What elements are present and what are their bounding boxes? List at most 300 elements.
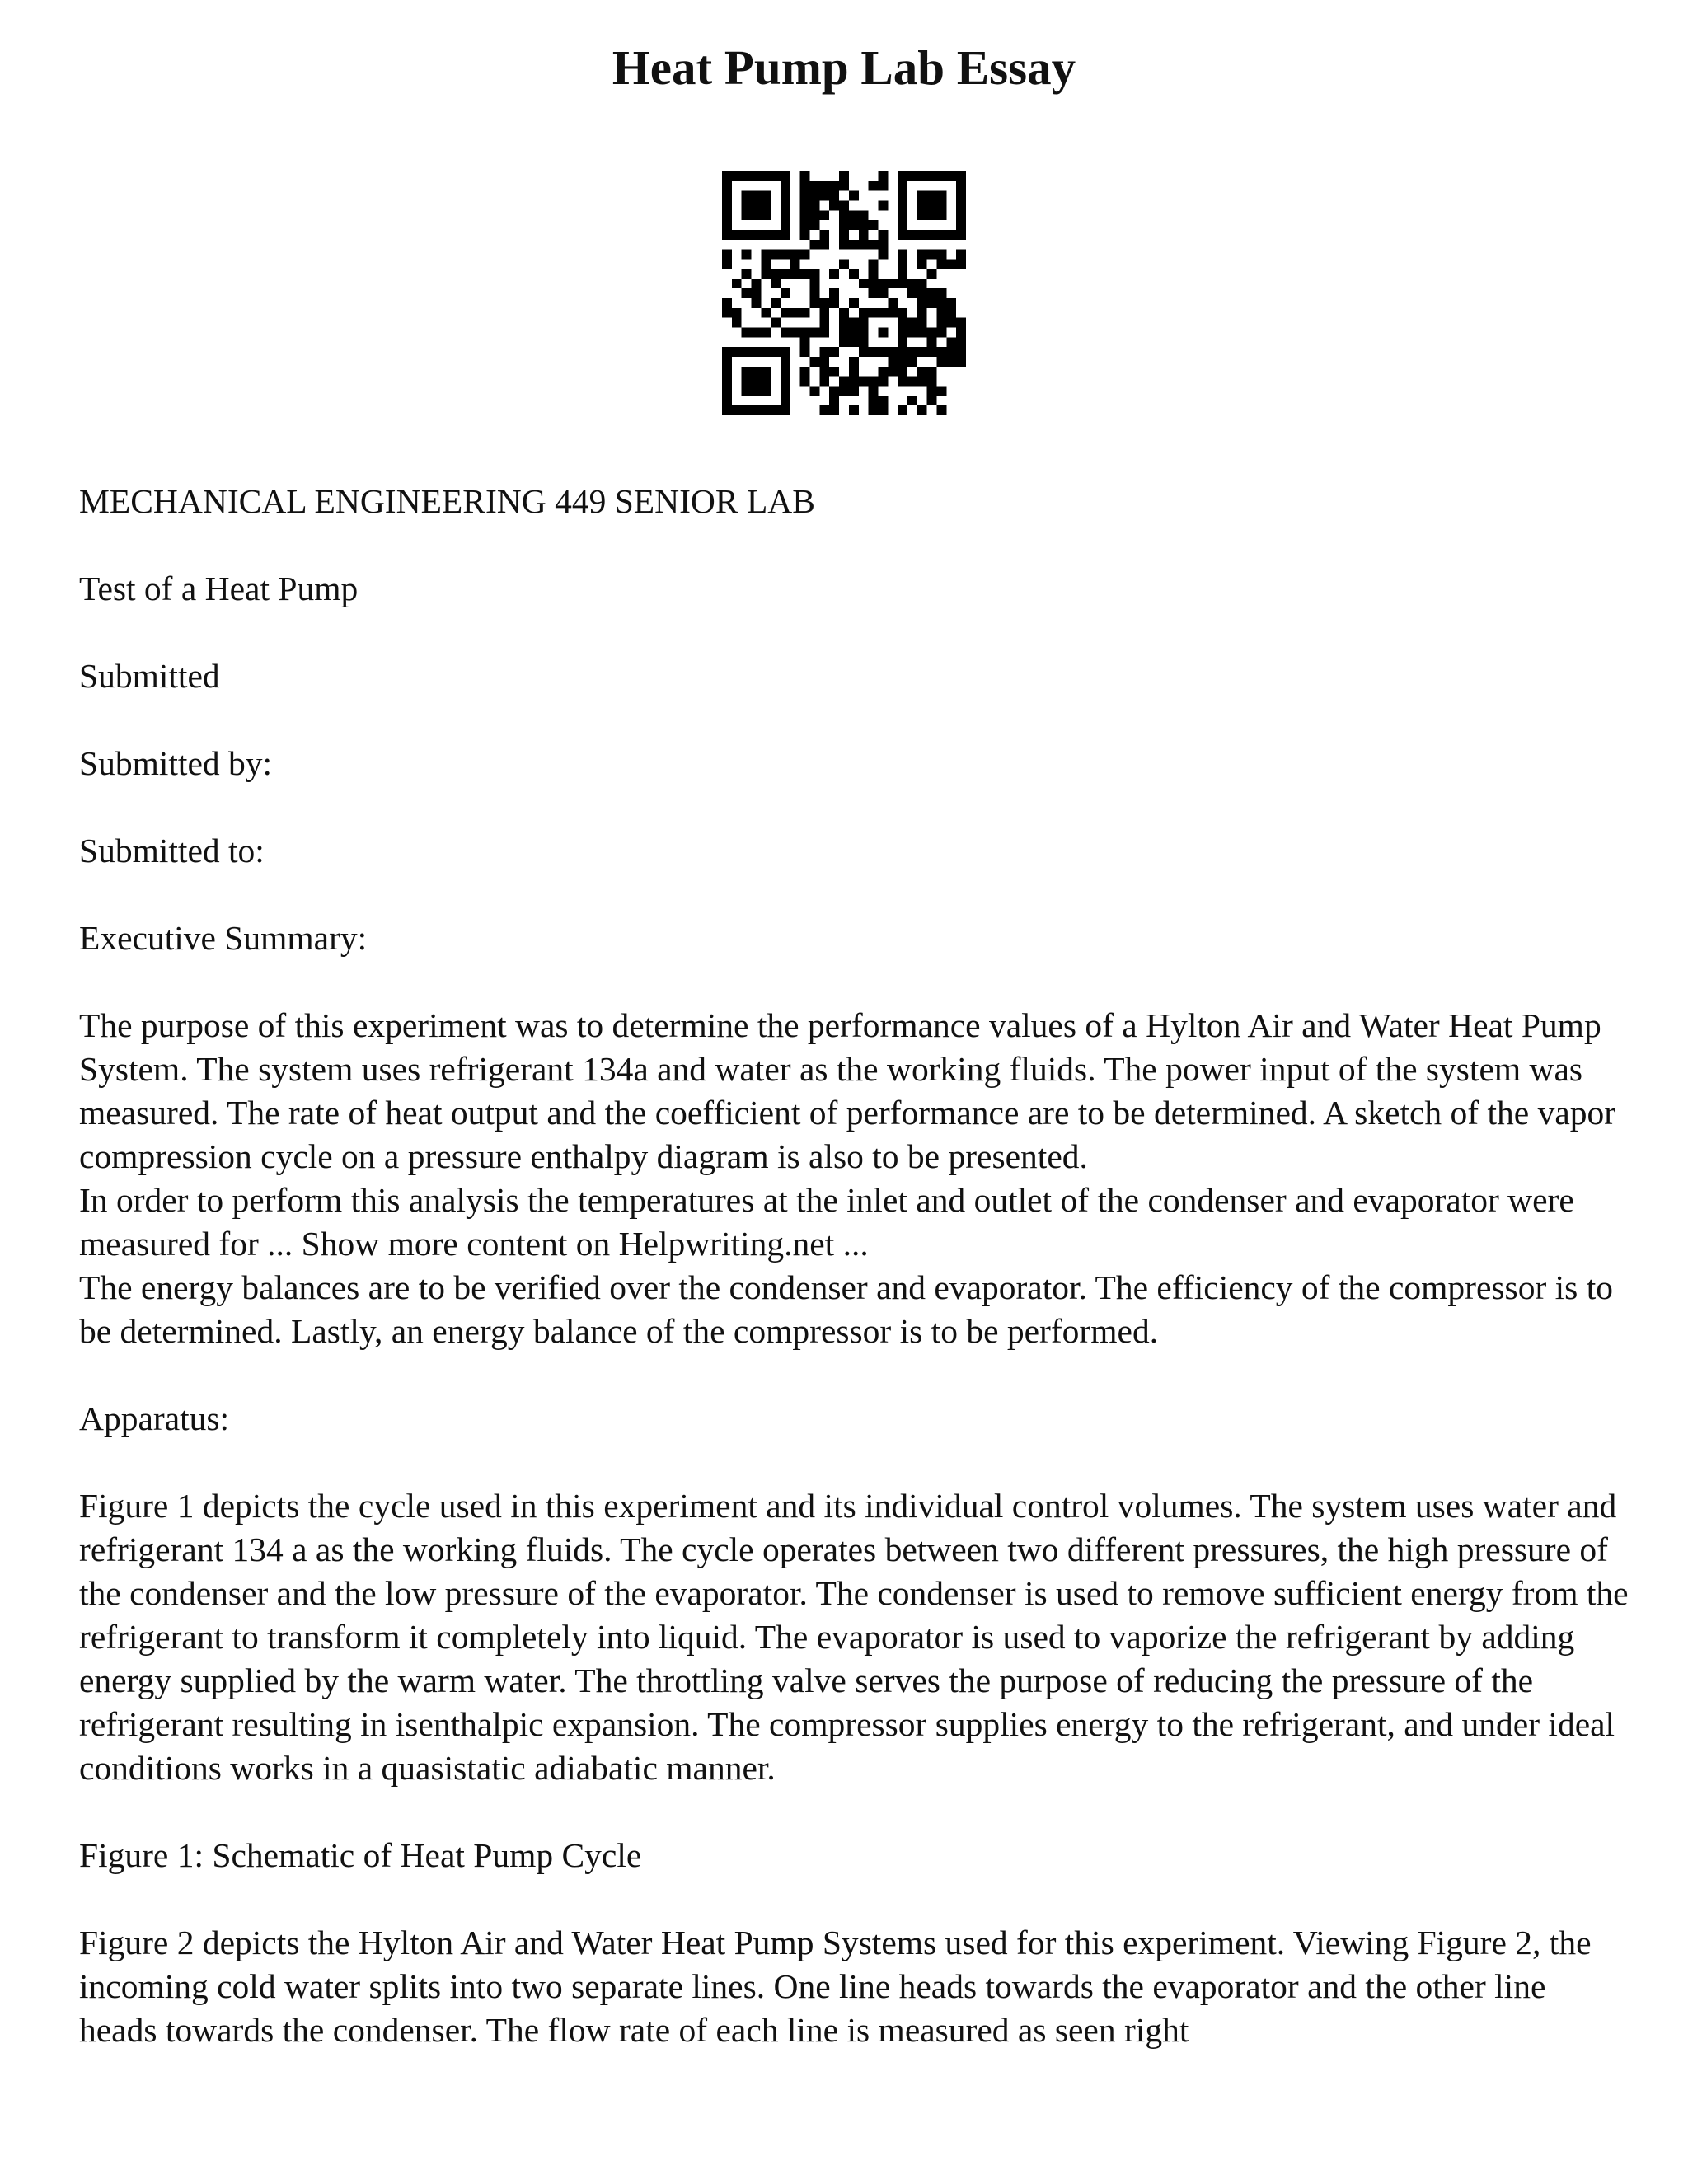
qr-module (849, 210, 859, 220)
qr-module (781, 347, 790, 357)
qr-module (761, 269, 771, 279)
executive-summary-heading: Executive Summary: (79, 919, 368, 957)
submitted-by-line: Submitted by: (79, 744, 273, 782)
qr-module (732, 279, 742, 288)
qr-module (790, 327, 800, 337)
qr-module (946, 171, 956, 181)
qr-module (732, 347, 742, 357)
qr-module (927, 386, 937, 396)
qr-module (956, 327, 966, 337)
qr-module (781, 288, 790, 298)
qr-module (722, 210, 732, 220)
qr-module (917, 288, 927, 298)
qr-module (781, 230, 790, 240)
qr-module (927, 377, 937, 387)
summary-paragraph-energy: The energy balances are to be verified over the condenser and evaporator. The efficiency of the compressor is to be determined. Lastly, an energy balance of the compressor is to be performed. (79, 1268, 1613, 1350)
qr-module (917, 405, 927, 415)
qr-module (927, 327, 937, 337)
qr-module (732, 230, 742, 240)
qr-module (878, 377, 888, 387)
submitted-to-line: Submitted to: (79, 832, 265, 869)
qr-module (859, 308, 869, 318)
qr-module (771, 230, 781, 240)
qr-module (742, 230, 752, 240)
qr-module (839, 220, 849, 230)
qr-module (839, 240, 849, 250)
qr-module (878, 288, 888, 298)
qr-module (859, 279, 869, 288)
qr-module (878, 347, 888, 357)
qr-module (781, 386, 790, 396)
qr-module (800, 367, 810, 377)
qr-module (936, 260, 946, 269)
qr-module (869, 269, 879, 279)
qr-module (907, 279, 917, 288)
qr-module (946, 298, 956, 308)
qr-module (819, 298, 829, 308)
qr-module (839, 181, 849, 191)
qr-module (752, 210, 762, 220)
qr-module (781, 269, 790, 279)
qr-module (869, 220, 879, 230)
qr-module (800, 171, 810, 181)
qr-module (946, 318, 956, 328)
qr-module (849, 377, 859, 387)
qr-module (781, 210, 790, 220)
qr-module (907, 347, 917, 357)
qr-module (898, 347, 907, 357)
qr-module (956, 357, 966, 367)
qr-module (898, 191, 907, 201)
qr-module (878, 201, 888, 211)
qr-module (839, 318, 849, 328)
qr-module (869, 396, 879, 405)
qr-module (761, 230, 771, 240)
qr-module (917, 377, 927, 387)
qr-module (819, 357, 829, 367)
qr-module (732, 171, 742, 181)
qr-module (810, 386, 820, 396)
qr-module (752, 279, 762, 288)
qr-module (898, 260, 907, 269)
qr-module (927, 230, 937, 240)
qr-module (849, 240, 859, 250)
qr-module (869, 288, 879, 298)
qr-module (839, 337, 849, 347)
apparatus-paragraph-figure-1: Figure 1 depicts the cycle used in this experiment and its individual control volumes. The system uses water and refrigerant 134 a as the working fluids. The cycle operates between two different pressures, the high pressure of the condenser and the low pressure of the evaporator. The condenser is used to remove sufficient energy from the refrigerant to transform it completely into liquid. The evaporator is used to vaporize the refrigerant by adding energy supplied by the warm water. The throttling valve serves the purpose of reducing the pressure of the refrigerant resulting in isenthalpic expansion. The compressor supplies energy to the refrigerant, and under ideal conditions works in a quasistatic adiabatic manner. (79, 1487, 1629, 1787)
qr-module (829, 367, 839, 377)
qr-module (752, 230, 762, 240)
qr-module (946, 347, 956, 357)
qr-module (898, 318, 907, 328)
qr-module (936, 357, 946, 367)
qr-module (878, 230, 888, 240)
qr-module (722, 201, 732, 211)
qr-module (946, 230, 956, 240)
qr-module (936, 308, 946, 318)
qr-module (761, 405, 771, 415)
qr-module (956, 250, 966, 260)
qr-module (800, 269, 810, 279)
qr-module (898, 308, 907, 318)
qr-module (742, 377, 752, 387)
qr-module (810, 357, 820, 367)
qr-module (742, 288, 752, 298)
qr-module (819, 191, 829, 201)
qr-module (819, 405, 829, 415)
qr-module (800, 181, 810, 191)
qr-module (742, 269, 752, 279)
qr-module (829, 201, 839, 211)
qr-module (956, 337, 966, 347)
qr-module (878, 240, 888, 250)
qr-module (927, 269, 937, 279)
qr-module (927, 201, 937, 211)
qr-module (869, 386, 879, 396)
qr-module (927, 250, 937, 260)
qr-module (781, 367, 790, 377)
qr-module (878, 396, 888, 405)
qr-module (800, 308, 810, 318)
qr-module (878, 181, 888, 191)
qr-module (907, 288, 917, 298)
qr-module (849, 386, 859, 396)
qr-module (936, 191, 946, 201)
document-title: Heat Pump Lab Essay (612, 40, 1076, 95)
qr-module (917, 191, 927, 201)
qr-module (810, 181, 820, 191)
qr-module (722, 386, 732, 396)
qr-module (898, 181, 907, 191)
qr-module (936, 405, 946, 415)
qr-module (946, 308, 956, 318)
qr-module (752, 367, 762, 377)
qr-module (829, 191, 839, 201)
qr-module (849, 405, 859, 415)
qr-module (869, 405, 879, 415)
qr-module (956, 191, 966, 201)
qr-module (888, 298, 898, 308)
qr-module (781, 357, 790, 367)
qr-module (790, 308, 800, 318)
qr-module (722, 171, 732, 181)
qr-module (936, 298, 946, 308)
qr-module (819, 347, 829, 357)
qr-module (849, 298, 859, 308)
qr-module (849, 337, 859, 347)
qr-module (878, 367, 888, 377)
qr-module (722, 230, 732, 240)
qr-module (722, 405, 732, 415)
qr-module (722, 377, 732, 387)
qr-module (771, 405, 781, 415)
qr-module (819, 327, 829, 337)
qr-module (800, 250, 810, 260)
qr-module (752, 347, 762, 357)
qr-module (869, 181, 879, 191)
qr-module (839, 210, 849, 220)
qr-module (888, 308, 898, 318)
qr-module (859, 230, 869, 240)
qr-module (849, 327, 859, 337)
qr-module (946, 357, 956, 367)
qr-module (819, 210, 829, 220)
qr-module (917, 367, 927, 377)
qr-module (742, 386, 752, 396)
qr-module (800, 220, 810, 230)
qr-module (742, 347, 752, 357)
qr-module (771, 298, 781, 308)
qr-module (956, 230, 966, 240)
qr-module (829, 181, 839, 191)
qr-module (907, 327, 917, 337)
qr-module (946, 260, 956, 269)
qr-module (781, 191, 790, 201)
qr-module (781, 250, 790, 260)
qr-module (722, 220, 732, 230)
qr-module (956, 210, 966, 220)
qr-module (810, 327, 820, 337)
qr-module (936, 327, 946, 337)
qr-module (810, 240, 820, 250)
qr-module (849, 220, 859, 230)
qr-module (859, 220, 869, 230)
qr-module (917, 201, 927, 211)
qr-module (839, 386, 849, 396)
qr-module (771, 347, 781, 357)
qr-module (956, 181, 966, 191)
qr-module (829, 405, 839, 415)
qr-module (839, 308, 849, 318)
qr-module (927, 367, 937, 377)
qr-module (869, 308, 879, 318)
qr-module (722, 347, 732, 357)
qr-module (898, 269, 907, 279)
qr-module (761, 367, 771, 377)
qr-module (761, 201, 771, 211)
course-heading: MECHANICAL ENGINEERING 449 SENIOR LAB (79, 482, 815, 520)
qr-module (907, 171, 917, 181)
qr-module (761, 171, 771, 181)
qr-module (800, 201, 810, 211)
qr-module (819, 230, 829, 240)
qr-module (810, 191, 820, 201)
qr-module (936, 230, 946, 240)
qr-module (927, 298, 937, 308)
qr-module (732, 308, 742, 318)
qr-module (839, 201, 849, 211)
qr-module (849, 191, 859, 201)
qr-module (800, 327, 810, 337)
qr-module (781, 405, 790, 415)
qr-module (898, 377, 907, 387)
qr-module (917, 308, 927, 318)
qr-module (888, 347, 898, 357)
qr-module (722, 250, 732, 260)
qr-module (917, 298, 927, 308)
qr-module (839, 260, 849, 269)
qr-module (819, 367, 829, 377)
qr-module (859, 347, 869, 357)
qr-module (819, 308, 829, 318)
qr-module (927, 191, 937, 201)
qr-module (800, 347, 810, 357)
qr-module (907, 318, 917, 328)
qr-module (898, 327, 907, 337)
qr-module (936, 288, 946, 298)
qr-module (878, 279, 888, 288)
qr-module (898, 367, 907, 377)
qr-module (752, 386, 762, 396)
qr-module (936, 250, 946, 260)
qr-module (742, 210, 752, 220)
qr-module (771, 318, 781, 328)
qr-code-image (722, 171, 966, 415)
qr-module (956, 347, 966, 357)
qr-module (742, 327, 752, 337)
qr-module (771, 279, 781, 288)
qr-module (742, 201, 752, 211)
qr-module (956, 220, 966, 230)
qr-module (829, 396, 839, 405)
qr-module (761, 250, 771, 260)
qr-module (888, 367, 898, 377)
qr-module (907, 377, 917, 387)
qr-module (781, 181, 790, 191)
qr-module (849, 318, 859, 328)
summary-paragraph-purpose: The purpose of this experiment was to determine the performance values of a Hylton Air and Water Heat Pump System. The system uses refrigerant 134a and water as the working fluids. The power input of the system was measured. The rate of heat output and the coefficient of performance are to be determined. A sketch of the vapor compression cycle on a pressure enthalpy diagram is also to be presented. (79, 1006, 1616, 1175)
qr-module (800, 377, 810, 387)
qr-module (790, 269, 800, 279)
qr-module (859, 318, 869, 328)
qr-module (752, 327, 762, 337)
qr-module (936, 318, 946, 328)
qr-module (956, 318, 966, 328)
qr-module (917, 210, 927, 220)
qr-module (878, 327, 888, 337)
qr-module (752, 201, 762, 211)
qr-module (936, 210, 946, 220)
qr-module (742, 250, 752, 260)
qr-module (819, 181, 829, 191)
qr-module (810, 298, 820, 308)
qr-module (927, 171, 937, 181)
qr-module (936, 347, 946, 357)
qr-module (859, 210, 869, 220)
qr-module (839, 327, 849, 337)
qr-module (869, 347, 879, 357)
qr-module (722, 181, 732, 191)
qr-module (907, 230, 917, 240)
qr-module (917, 279, 927, 288)
qr-module (859, 240, 869, 250)
apparatus-paragraph-figure-2: Figure 2 depicts the Hylton Air and Water Heat Pump Systems used for this experiment. Viewing Figure 2, the incoming cold water splits into two separate lines. One line heads towards the evaporator and the other line heads towards the condenser. The flow rate of each line is measured as seen right (79, 1924, 1592, 2049)
qr-module (781, 308, 790, 318)
qr-module (888, 357, 898, 367)
qr-module (732, 405, 742, 415)
qr-module (810, 220, 820, 230)
qr-module (819, 318, 829, 328)
qr-module (839, 377, 849, 387)
qr-module (761, 210, 771, 220)
qr-module (752, 288, 762, 298)
qr-module (898, 357, 907, 367)
qr-module (819, 377, 829, 387)
qr-module (869, 279, 879, 288)
qr-module (781, 396, 790, 405)
qr-code-graphic (722, 171, 966, 415)
qr-module (761, 191, 771, 201)
qr-module (722, 298, 732, 308)
qr-module (819, 240, 829, 250)
qr-module (898, 337, 907, 347)
qr-module (917, 318, 927, 328)
qr-module (888, 279, 898, 288)
qr-module (761, 308, 771, 318)
qr-module (722, 357, 732, 367)
qr-module (869, 240, 879, 250)
qr-module (771, 269, 781, 279)
report-title: Test of a Heat Pump (79, 569, 359, 607)
qr-module (917, 250, 927, 260)
qr-module (839, 171, 849, 181)
qr-module (752, 298, 762, 308)
qr-module (917, 230, 927, 240)
qr-module (927, 347, 937, 357)
submitted-line: Submitted (79, 657, 220, 695)
qr-module (927, 396, 937, 405)
qr-module (829, 269, 839, 279)
qr-module (898, 210, 907, 220)
qr-module (849, 269, 859, 279)
qr-module (878, 405, 888, 415)
qr-module (956, 171, 966, 181)
qr-module (761, 347, 771, 357)
qr-module (790, 250, 800, 260)
qr-module (927, 210, 937, 220)
qr-module (800, 210, 810, 220)
qr-module (800, 230, 810, 240)
document-body (79, 480, 1629, 2096)
qr-module (742, 367, 752, 377)
qr-module (829, 386, 839, 396)
qr-module (898, 171, 907, 181)
qr-module (761, 386, 771, 396)
qr-module (810, 210, 820, 220)
qr-module (829, 347, 839, 357)
qr-module (839, 230, 849, 240)
qr-module (752, 191, 762, 201)
qr-module (810, 279, 820, 288)
qr-module (849, 367, 859, 377)
qr-module (898, 220, 907, 230)
summary-paragraph-analysis: In order to perform this analysis the temperatures at the inlet and outlet of the condenser and evaporator were measured for ... Show more content on Helpwriting.net ... (79, 1181, 1574, 1263)
qr-module (849, 357, 859, 367)
qr-module (946, 337, 956, 347)
qr-module (917, 260, 927, 269)
qr-module (898, 405, 907, 415)
qr-module (907, 396, 917, 405)
qr-module (829, 298, 839, 308)
qr-module (859, 327, 869, 337)
qr-module (917, 171, 927, 181)
qr-module (859, 337, 869, 347)
qr-module (936, 171, 946, 181)
qr-module (869, 260, 879, 269)
qr-module (878, 171, 888, 181)
qr-module (722, 191, 732, 201)
qr-module (752, 171, 762, 181)
